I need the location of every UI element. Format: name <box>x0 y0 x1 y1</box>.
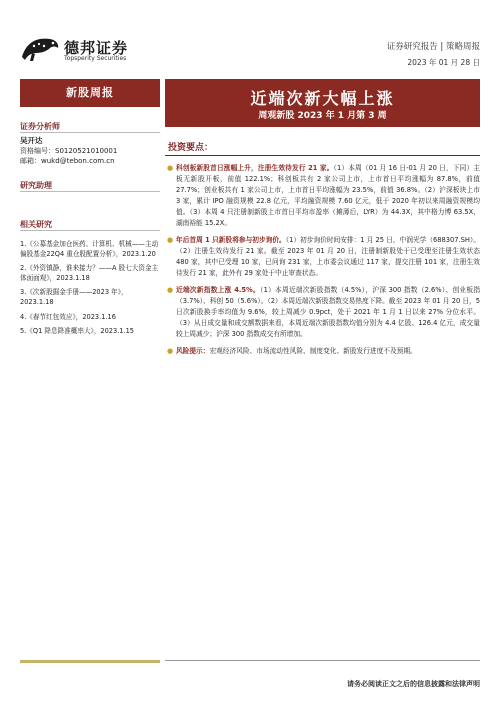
key-point <box>166 285 480 340</box>
disclaimer-note: 请务必阅读正文之后的信息披露和法律声明 <box>347 680 480 688</box>
sidebar-banner: 新股周报 <box>20 79 160 107</box>
bullet-icon: ● <box>167 347 174 355</box>
bullet-icon: ● <box>167 164 174 172</box>
key-point-lead: 风险提示： <box>176 347 210 355</box>
key-point <box>166 235 480 279</box>
logo-text-en: Topsperity Securities <box>64 55 127 62</box>
key-point-text: （1）初步询价时间安排：1 月 25 日，中润光学（688307.SH）。（2）注册生效待发行 21 家。截至 2023 年 01 月 20 日，注册制新股处于已受理至注册生效状态 480 家，其中已受理 10 家，已问询 231 家，上市委会议通过 117 家，提交注册 101 家，注册生效待发行 21 家，此外有 29 家处于中止审查状态。 <box>176 236 480 277</box>
divider <box>165 155 480 156</box>
key-point-lead: 科创板新股首日涨幅上升，注册生效待发行 21 家。 <box>176 164 334 172</box>
analyst-cert: 资格编号：S0120521010001 <box>20 147 118 155</box>
logo-text-cn: 德邦证券 <box>64 39 129 57</box>
analyst-name: 吴开达 <box>20 136 43 145</box>
bullet-icon: ● <box>167 286 174 294</box>
page-title: 近端次新大幅上涨 <box>250 89 395 108</box>
key-point-text: 宏观经济风险、市场流动性风险、制度变化、新股发行进度不及预期。 <box>209 347 417 355</box>
divider <box>20 230 160 231</box>
gold-rule <box>20 660 160 663</box>
related-section-title: 相关研究 <box>20 220 52 229</box>
key-points-title: 投资要点： <box>168 143 214 153</box>
key-point-text: （1）本周（01 月 16 日-01 月 20 日，下同）主板无新股开板，前值 122.1%；科创板共有 2 家公司上市，上市首日平均涨幅为 87.8%，前值 27.7%；创业板共有 1 家公司上市，上市首日平均涨幅为 23.5%，前值 36.8%。（2）沪深板块上市 3 家，累计 IPO 融资规模 22.8 亿元，平均融资规模 7.60 亿元，低于 2020 年初以来周融资规模均值。（3）本周 4 只注册制新股上市首日平均市盈率（摊薄后，LYR）为 44.3X，其中格力博 63.5X，湖南裕能 15.2X。 <box>176 164 480 227</box>
report-type: 证券研究报告 | 策略周报 <box>386 42 480 52</box>
page-subtitle: 周观新股 2023 年 1 月第 3 周 <box>258 111 387 121</box>
key-point-lead: 年后首周 1 只新股将参与初步询价。 <box>176 236 286 244</box>
leopard-logo-icon <box>20 33 60 63</box>
divider <box>20 191 160 192</box>
key-point <box>166 163 480 229</box>
related-item[interactable]: 1.《公募基金加仓医药、计算机、机械——主动偏股基金22Q4 重仓股配置分析》，2023.1.20 <box>20 240 159 258</box>
report-date: 2023 年 01 月 28 日 <box>407 58 480 67</box>
key-point-lead: 近端次新指数上涨 4.5%。 <box>176 286 260 294</box>
related-research-list <box>20 240 160 342</box>
analyst-email[interactable]: 邮箱：wukd@tebon.com.cn <box>20 157 115 165</box>
divider <box>165 660 480 661</box>
title-banner <box>165 79 480 127</box>
divider <box>20 132 160 133</box>
key-points-body <box>166 163 480 363</box>
key-point <box>166 346 480 357</box>
related-item[interactable]: 2.《外资镇静，谁来接力？——A 股七大资金主体面面观》，2023.1.18 <box>20 264 159 282</box>
related-item[interactable]: 3.《次新股掘金手册——2023 年》，2023.1.18 <box>20 288 128 306</box>
analyst-section-title: 证券分析师 <box>20 122 60 131</box>
assistant-section-title: 研究助理 <box>20 181 52 190</box>
related-item[interactable]: 5.《Q1 降息降准概率大》，2023.1.15 <box>20 327 134 336</box>
key-point-text: （1）本周近端次新股指数（4.5%），沪深 300 指数（2.6%）、创业板指（3.7%）、科创 50（5.6%）。（2）本周近端次新股指数交易热度下降。截至 2023 年 01 月 20 日，5 日次新股换手率均值为 9.6%，较上周减少 0.9pct，处于 2021 年 1 月 1 日以来 27% 分位水平。（3）从日成交量和成交额数据来看，本周近端次新股指数均值分别为 4.4 亿股、126.4 亿元，成交量较上周减少；沪深 300 指数成交有所增加。 <box>176 286 481 338</box>
related-item[interactable]: 4.《春节红包效应》，2023.1.16 <box>20 312 116 321</box>
analyst-info <box>20 136 117 166</box>
bullet-icon: ● <box>167 236 174 244</box>
brand-logo <box>20 33 140 67</box>
